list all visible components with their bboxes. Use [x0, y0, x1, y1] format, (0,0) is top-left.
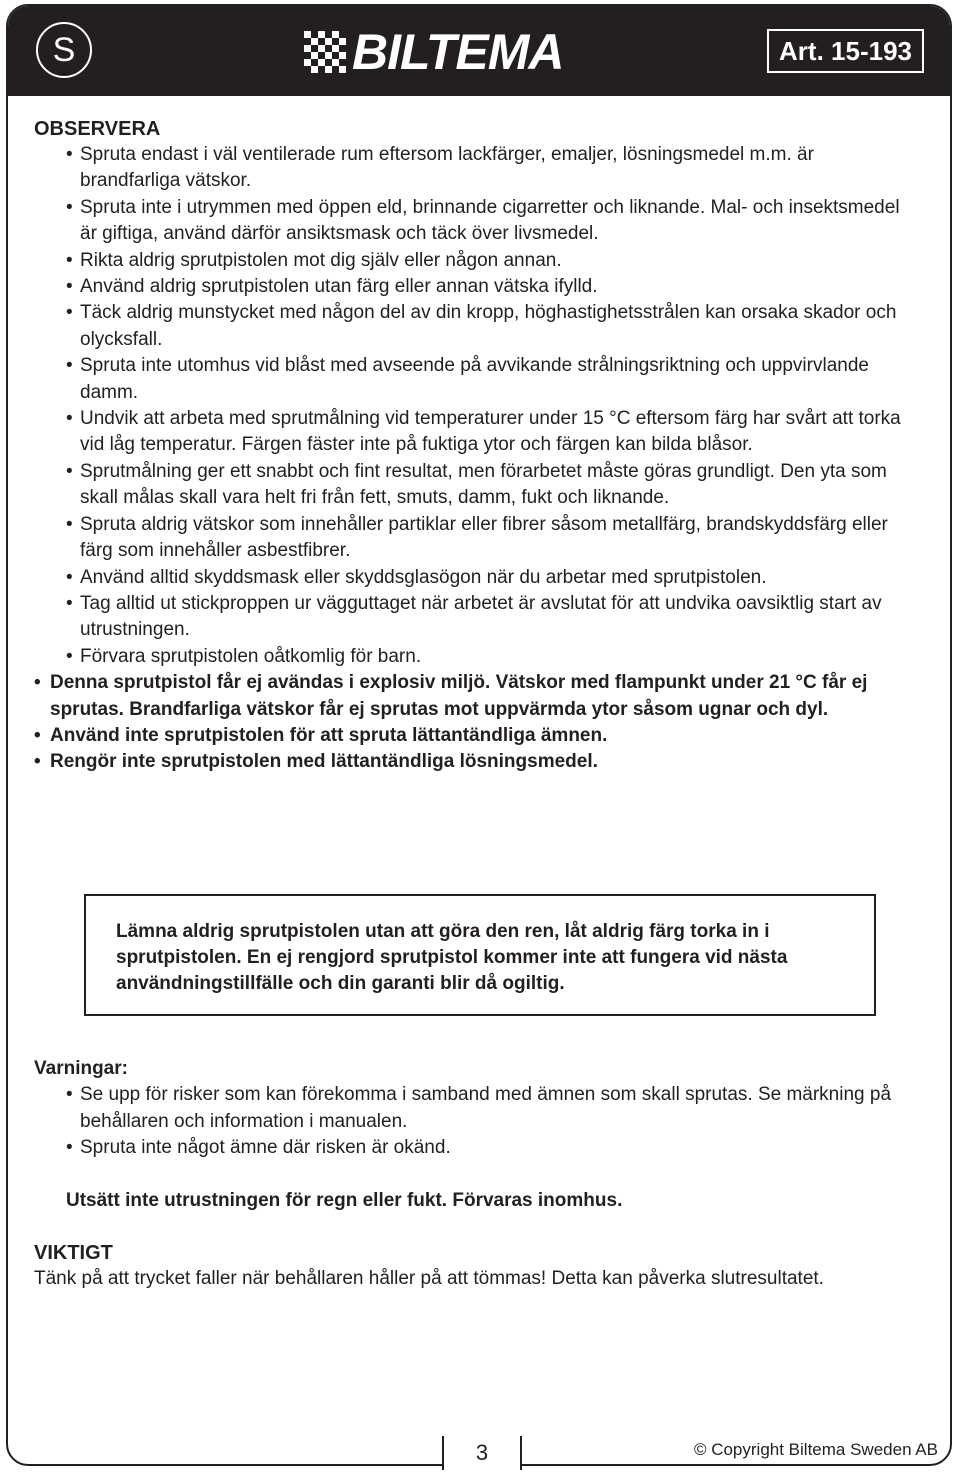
list-item: • Spruta inte utomhus vid blåst med avseende på avvikande strålningsriktning och uppvirvlande damm.: [34, 353, 914, 406]
list-item: • Spruta inte något ämne där risken är okänd.: [34, 1135, 914, 1161]
bold-warning-list: [34, 670, 914, 776]
article-number: Art. 15-193: [767, 29, 924, 73]
list-item: • Rikta aldrig sprutpistolen mot dig själv eller någon annan.: [34, 248, 914, 274]
important-text: Tänk på att trycket faller när behållaren håller på att tömmas! Detta kan påverka slutresultatet.: [34, 1268, 824, 1290]
list-item: • Spruta endast i väl ventilerade rum eftersom lackfärger, emaljer, lösningsmedel m.m. är brandfarliga vätskor.: [34, 142, 914, 195]
biltema-logo: [304, 26, 563, 78]
copyright-text: © Copyright Biltema Sweden AB: [693, 1440, 938, 1459]
warnings-heading: Varningar:: [34, 1058, 128, 1079]
list-item: • Spruta aldrig vätskor som innehåller partiklar eller fibrer såsom metallfärg, brandskyddsfärg eller färg som innehåller asbestfibrer.: [34, 512, 914, 565]
list-item: • Undvik att arbeta med sprutmålning vid temperaturer under 15 °C eftersom färg har svårt att torka vid låg temperatur. Färgen fäster inte på fuktiga ytor och färgen kan bilda blåsor.: [34, 406, 914, 459]
list-item: • Använd inte sprutpistolen för att spruta lättantändliga ämnen.: [34, 723, 914, 749]
list-item: • Tag alltid ut stickproppen ur vägguttaget när arbetet är avslutat för att undvika oavsiktlig start av utrustningen.: [34, 591, 914, 644]
warnings-list: [34, 1082, 914, 1161]
logo-text: BILTEMA: [352, 24, 564, 80]
list-item: • Täck aldrig munstycket med någon del av din kropp, höghastighetsstrålen kan orsaka skador och olycksfall.: [34, 300, 914, 353]
observera-section: [34, 116, 914, 776]
header-bar: [8, 6, 950, 96]
list-item: • Använd alltid skyddsmask eller skyddsglasögon när du arbetar med sprutpistolen.: [34, 565, 914, 591]
list-item: • Använd aldrig sprutpistolen utan färg eller annan vätska ifylld.: [34, 274, 914, 300]
list-item: • Denna sprutpistol får ej avändas i explosiv miljö. Vätskor med flampunkt under 21 °C får ej sprutas. Brandfarliga vätskor får ej sprutas mot uppvärmda ytor såsom ugnar och dyl.: [34, 670, 914, 723]
weather-warning: Utsätt inte utrustningen för regn eller fukt. Förvaras inomhus.: [66, 1190, 623, 1211]
checkered-flag-icon: [304, 31, 346, 73]
list-item: • Rengör inte sprutpistolen med lättantändliga lösningsmedel.: [34, 749, 914, 775]
list-item: • Förvara sprutpistolen oåtkomlig för barn.: [34, 644, 914, 670]
page-number: 3: [442, 1436, 522, 1470]
observera-list: [34, 142, 914, 670]
list-item: • Sprutmålning ger ett snabbt och fint resultat, men förarbetet måste göras grundligt. Den yta som skall målas skall vara helt fri från fett, smuts, damm, fukt och liknande.: [34, 459, 914, 512]
notice-text: Lämna aldrig sprutpistolen utan att göra den ren, låt aldrig färg torka in i sprutpistolen. En ej rengjord sprutpistol kommer inte att fungera vid nästa användningstillfälle och din garanti blir då ogiltig.: [116, 921, 788, 994]
language-badge: S: [36, 22, 92, 78]
warnings-section: [34, 1056, 914, 1162]
observera-heading: OBSERVERA: [34, 118, 161, 140]
list-item: • Spruta inte i utrymmen med öppen eld, brinnande cigarretter och liknande. Mal- och insektsmedel är giftiga, använd därför ansiktsmask och täck över livsmedel.: [34, 195, 914, 248]
list-item: • Se upp för risker som kan förekomma i samband med ämnen som skall sprutas. Se märkning på behållaren och information i manualen.: [34, 1082, 914, 1135]
important-section: [34, 1240, 914, 1293]
cleaning-notice-box: [84, 894, 876, 1016]
important-heading: VIKTIGT: [34, 1242, 113, 1264]
